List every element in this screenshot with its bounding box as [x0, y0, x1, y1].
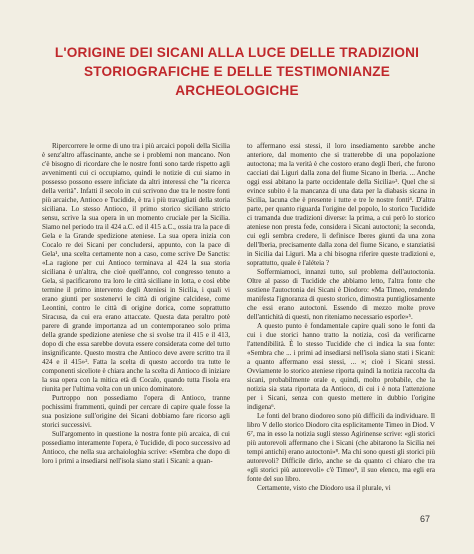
paragraph: to affermano essi stessi, il loro insediamento sarebbe anche anteriore, dal momento che si tratterebbe di una popolazione autoctona; ma la verità è che costoro erano degli Iberi, che furono cacciati dai Liguri dalla zona del fiume Sicano in Iberia. ... Anche oggi essi abitano la parte occidentale della Sicilia»³. Quel che si evince subito è la mancanza di una data per la diabasis sicana in Sicilia, lacuna che è presente i tutte e tre le nostre fonti⁴. D'altra parte, per quanto riguarda l'origine del popolo, lo storico Tucidide ci tramanda due tradizioni diverse: la prima, a cui però lo storico ateniese non presta fede, considera i Sicani autoctoni; la seconda, cui egli sembra credere, li definisce Iberes giunti da una zona dell'Iberia, precisamente dalla zona del fiume Sicano, e stanziatisi in Sicilia dai Liguri. Ma a chi bisogna riferire queste tradizioni e, soprattutto, quale è l'aléteia ?: [247, 142, 435, 267]
title-line-2: STORIOGRAFICHE E DELLE TESTIMONIANZE: [83, 64, 391, 79]
article-title: [20, 43, 454, 100]
paragraph: Certamente, visto che Diodoro usa il plurale, vi: [257, 484, 391, 492]
paragraph: Ripercorrere le orme di uno tra i più arcaici popoli della Sicilia è senz'altro affascinante, anche se i problemi non mancano. Non c'è bisogno di ricordare che le nostre fonti sono tarde rispetto agli avvenimenti cui ci occupiamo, quindi le notizie di cui siamo in possesso possono essere inficiate da altri interessi che "la ricerca della verità". Infatti il secolo in cui scrivono due tra le nostre fonti più arcaiche, Antioco e Tucidide, è tra i più travagliati della storia siciliana. Lo stesso Antioco, il primo storico siciliano stricto sensu, scrive la sua opera in un momento cruciale per la Sicilia. Siamo nel periodo tra il 424 a.C. ed il 415 a.C., ossia tra la pace di Gela e la Grande spedizione ateniese. La sua opera inizia con Cocalo re dei Sicani per concludersi, appunto, con la pace di Gela¹, una scelta certamente non a caso, come scrive De Sanctis: «La ragione per cui Antioco terminava al 424 la sua storia siciliana è un'altra, che cioè quell'anno, col congresso tenuto a Gela, si pacificarono tra loro le città siciliane in lotta, e così ebbe termine il primo intervento degli Ateniesi in Sicilia, i quali vi erano giunti per sostenervi le città di origine calcidese, come Leontini, contro le città di origine dorica, come soprattutto Siracusa, da cui era erano attaccate. Questa data peraltro potè parere di grande importanza ad un contemporaneo solo prima della grande spedizione ateniese che si svolse tra il 415 e il 413, dopo di che essa sarebbe dovuta essere considerata come del tutto insignificante. Questo mostra che Antioco deve avere scritto tra il 424 e il 415»². Fatta la scelta di questo accordo tra tutte le componenti siceliote è chiara anche la scelta di Antioco di iniziare la sua opera con la mitica età di Cocalo, quando tutta l'isola era riunita per l'ultima volta con un unico dominatore.: [42, 142, 230, 393]
paragraph: A questo punto è fondamentale capire quali sono le fonti da cui i due storici hanno tratto la notizia, così da verificarne l'attendibilità. È lo stesso Tucidide che ci indica la sua fonte: «Sembra che ... i primi ad insediarsi nell'isola siano stati i Sicani: a quanto affermano essi stessi, ... »; cioè i Sicani stessi. Ovviamente lo storico ateniese riporta quindi la notizia raccolta da sicani, probabilmente orale e, quindi, molto probabile, che la notizia sia stata riportata da Antioco, di cui i è nota l'attenzione per i Sicani, senza con questo mettere in dubbio l'origine indigena⁶.: [247, 322, 435, 411]
title-line-1: L'ORIGINE DEI SICANI ALLA LUCE DELLE TRADIZIONI: [54, 45, 420, 60]
title-line-3: ARCHEOLOGICHE: [175, 83, 299, 98]
page-number: 67: [419, 514, 430, 524]
left-column: [42, 142, 230, 466]
paragraph: Le fonti del brano diodoreo sono più difficili da individuare. Il libro V dello storico Diodoro cita esplicitamente Timeo in Diod. V 6⁷, ma in esso la notizia sugli stesso Agirinense scrive: «gli storici più autorevoli affermano che i Sicani (che abitarono la Sicilia nei tempi antichi) erano autoctoni»⁸. Ma chi sono questi gli storici più autorevoli? Difficile dirlo, anche se da quanto ci chiaro che tra «gli storici più autorevoli» c'è Timeo⁹, il suo elenco, ma egli era fonte del suo libro.: [247, 412, 435, 483]
right-column: [247, 142, 435, 493]
paragraph: Sull'argomento in questione la nostra fonte più arcaica, di cui possediamo interamente l'opera, è Tucidide, di poco successivo ad Antioco, che nella sua archaiologhia scrive: «Sembra che dopo di loro i primi a insediarsi nell'isola siano stati i Sicani: a quan-: [42, 430, 230, 465]
paragraph: Purtroppo non possediamo l'opera di Antioco, tranne pochissimi frammenti, quindi per cercare di capire quale fosse la sua posizione sull'origine dei Sicani dobbiamo fare ricorso agli storici successivi.: [42, 394, 230, 429]
paragraph: Soffermiamoci, innanzi tutto, sul problema dell'autoctonia. Oltre al passo di Tucidide che abbiamo letto, l'altra fonte che sostiene l'autoctonia dei Sicani è Diodoro: «Ma Timeo, rendendo manifesta l'ignoranza di questo storico, dimostra puntigliosamente che essi erano autoctoni. Essendo di mezzo molte prove dell'antichità di questi, non riteniamo necessario esporle»⁵.: [247, 268, 435, 321]
